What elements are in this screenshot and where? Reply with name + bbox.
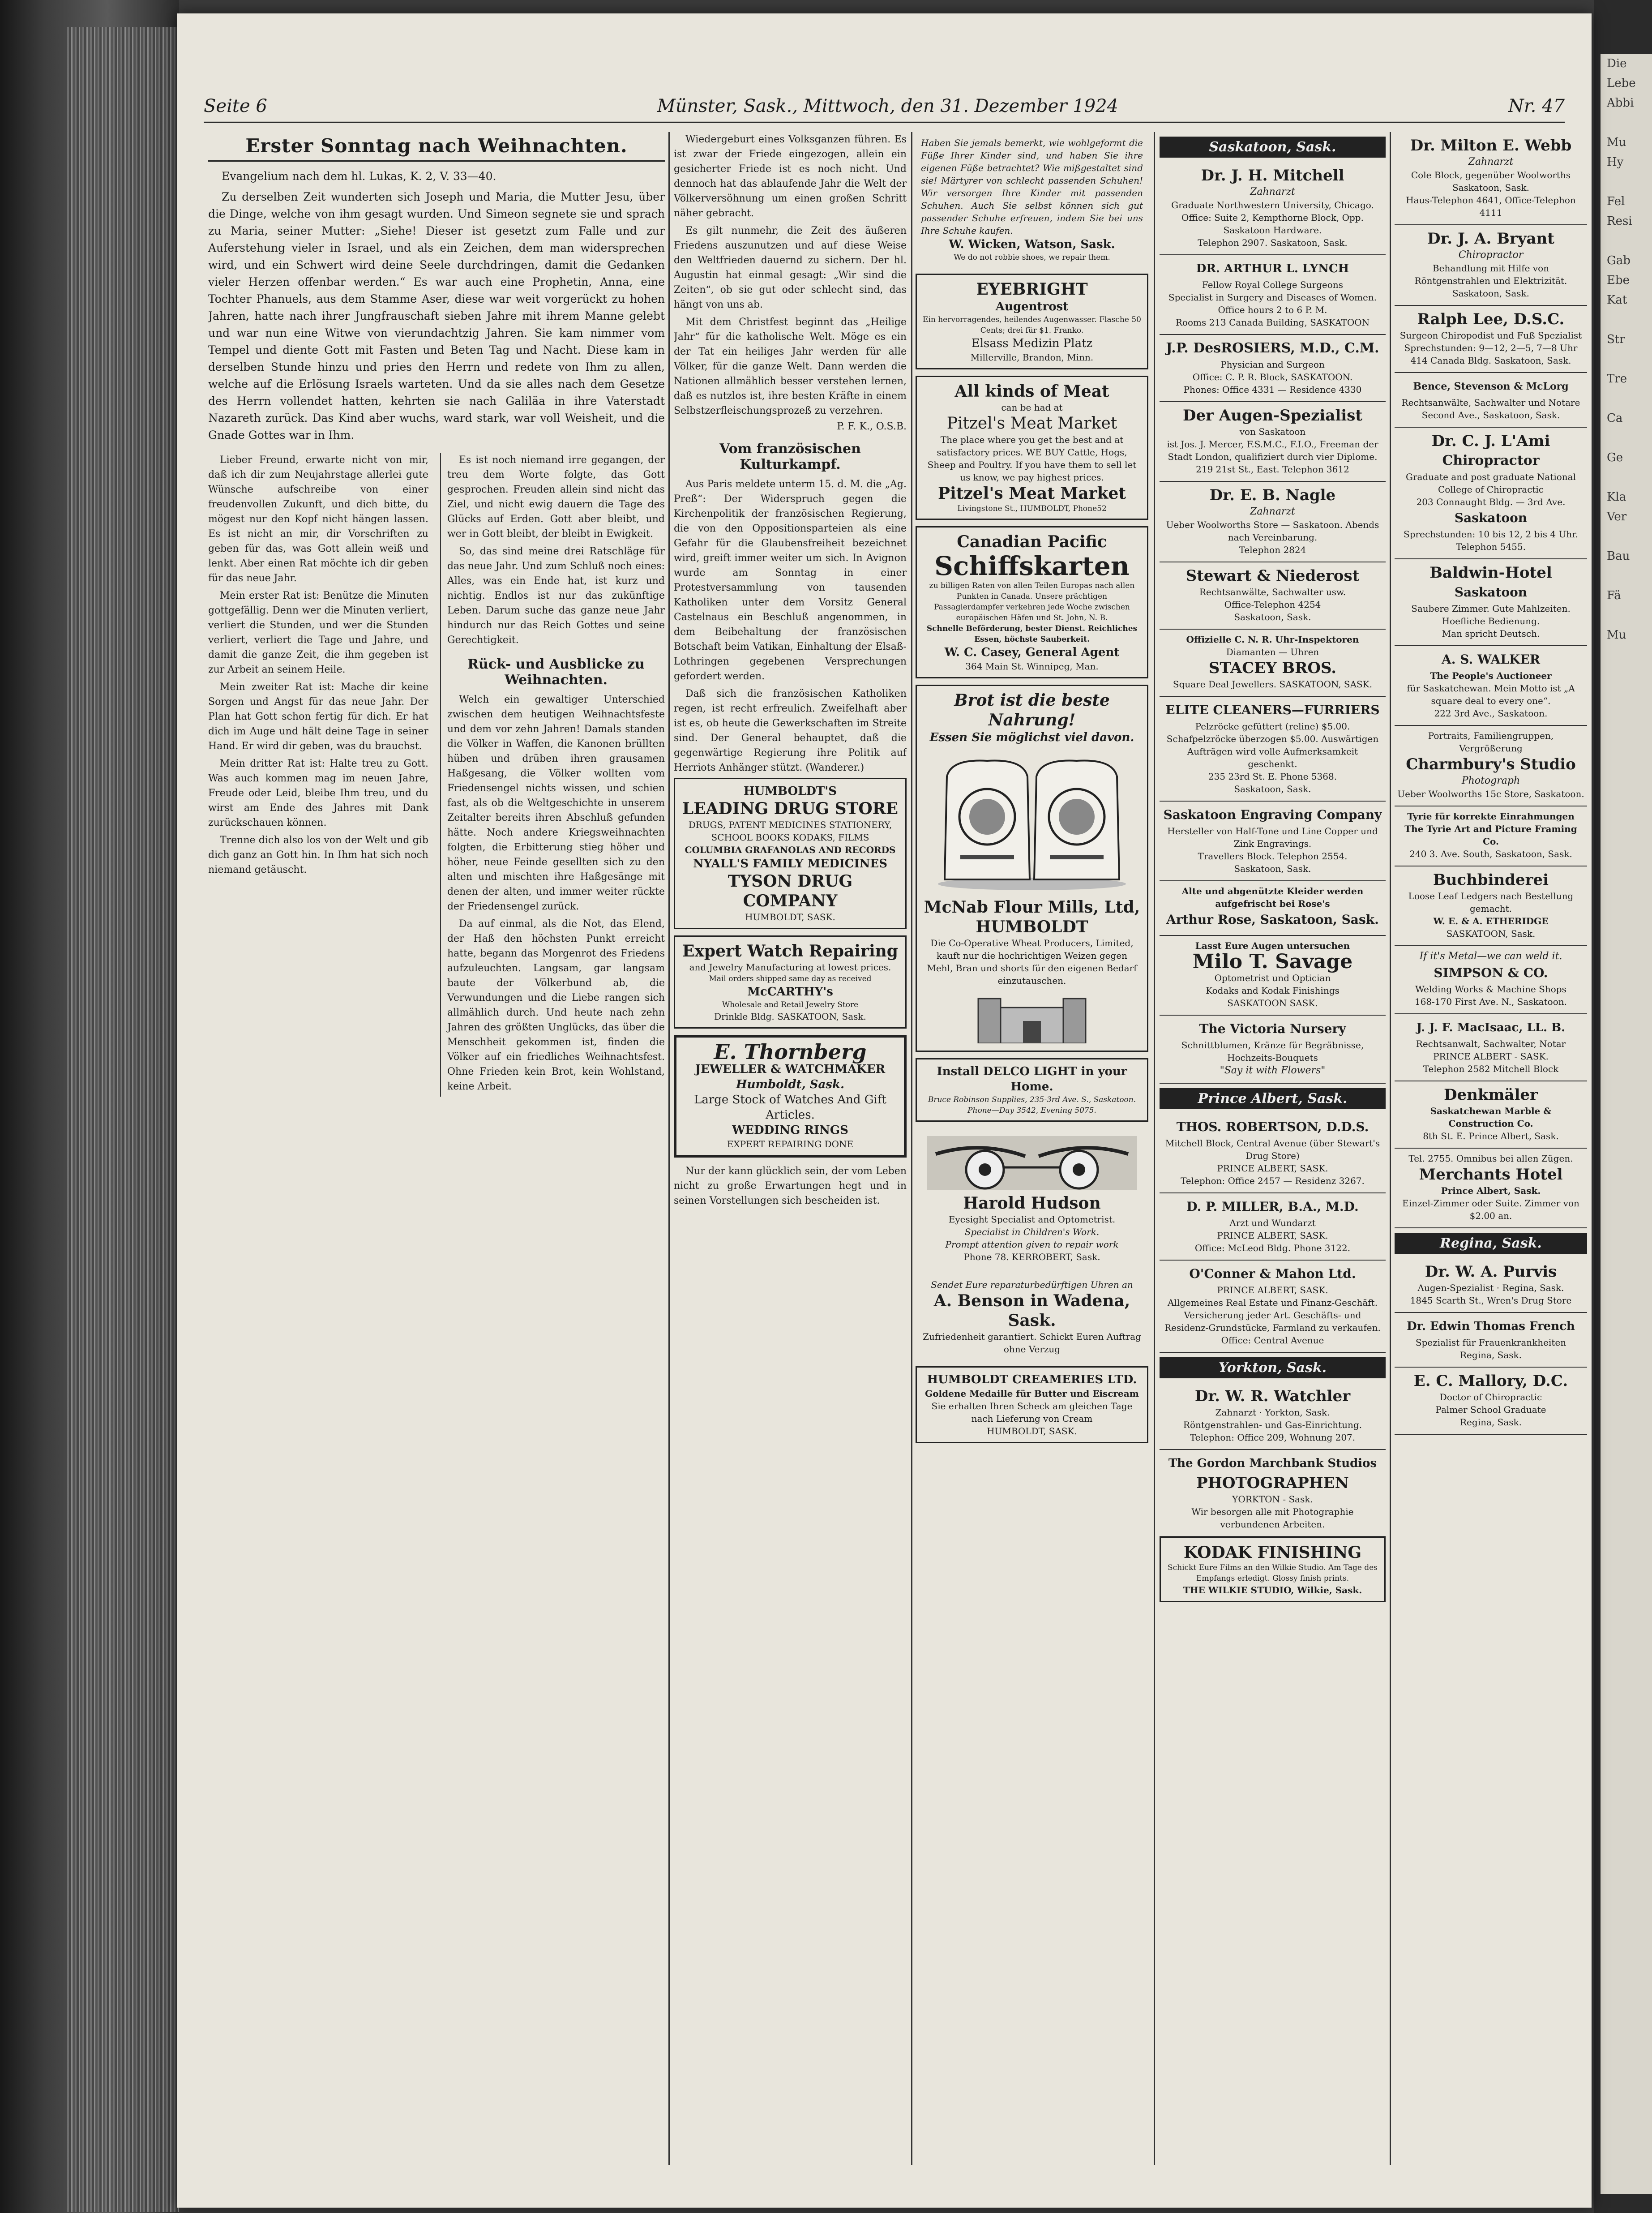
adjacent-page-fragment: Hy [1607, 155, 1624, 169]
newspaper-page [177, 13, 1592, 2208]
adjacent-page-fragment: Mu [1607, 628, 1626, 642]
listing-victoria-nursery: The Victoria Nursery Schnittblumen, Kränze für Begräbnisse, Hochzeits-Bouquets "Say it with Flowers" [1160, 1016, 1386, 1084]
adjacent-page [1601, 54, 1652, 2194]
adjacent-page-fragment [1601, 467, 1652, 487]
adjacent-page-fragment: Abbi [1607, 96, 1634, 110]
listing-marchbank: The Gordon Marchbank Studios PHOTOGRAPHEN YORKTON - Sask. Wir besorgen alle mit Photographie verbundenen Arbeiten. [1160, 1450, 1386, 1537]
article-title: Vom französischen Kulturkampf. [719, 441, 861, 472]
article-paragraph: Aus Paris meldete unterm 15. d. M. die „Ag. Preß“: Der Widerspruch gegen die Kirchenpolitik der französischen Regierung, die von den Oppositionsparteien als eine Gefahr für die Glaubensfreiheit bezeichnet wird, greift immer weiter um sich. In Avignon wurde am Sonntag in einer Protestversammlung von tausenden Katholiken unter dem Vorsitz General Castelnaus ein Beschluß angenommen, in dem Beibehaltung der französischen Botschaft beim Vatikan, Einhaltung der Elsaß-Lothringen gegebenen Versprechungen gefordert werden. [674, 479, 907, 682]
listing-desrosiers: J.P. DesROSIERS, M.D., C.M. Physician and Surgeon Office: C. P. R. Block, SASKATOON. Phones: Office 4331 — Residence 4330 [1160, 335, 1386, 402]
adjacent-page-fragment [1601, 113, 1652, 133]
city-header: Regina, Sask. [1395, 1233, 1587, 1254]
article-paragraph: Mit dem Christfest beginnt das „Heilige Jahr“ für die katholische Welt. Möge es ein der Tat ein heiliges Jahr werden für alle Völker, für die ganze Welt. Dann werden die Nationen allmählich besser verstehen lernen, daß es nutzlos ist, ihre besten Kräfte in einem Selbstzerfleischungsprozeß zu verzehren. [674, 317, 907, 416]
adjacent-page-fragment [1601, 527, 1652, 546]
listing-walker: A. S. WALKER The People's Auctioneer für Saskatchewan. Mein Motto ist „A square deal to every one“. 222 3rd Ave., Saskatoon. [1395, 646, 1587, 726]
article-paragraph: Welch ein gewaltiger Unterschied zwischen dem heutigen Weihnachtsfeste und dem vor zehn Jahren! Damals standen die Völker in Waffen, die Kanonen brüllten hüben und drüben ihren grausamen Haßgesang, die Völker wollten vom Friedensengel nichts wissen, und schien fast, als ob die Weltgeschichte in unserem Zeitalter bereits ihren Abschluß gefunden hätte. Noch andere Kriegsweihnachten folgten, die Erbitterung stieg höher und höher, neue Feinde gesellten sich zu den alten und mischten ihre Haßgesänge mit denen der alten, und immer weiter rückte der Friedensengel zurück. [447, 694, 665, 912]
article-paragraph: Es gilt nunmehr, die Zeit des äußeren Friedens auszunutzen und auf diese Weise den Weltfrieden dauernd zu sichern. Der hl. Augustin hat einmal gesagt: „Wir sind die Zeiten“, ob sie gut oder schlecht sind, das hängt von uns ab. [674, 225, 907, 310]
adjacent-page-fragment [1601, 231, 1652, 251]
listing-denkmaeler: Denkmäler Saskatchewan Marble & Construction Co. 8th St. E. Prince Albert, Sask. [1395, 1081, 1587, 1149]
city-header: Prince Albert, Sask. [1160, 1088, 1386, 1109]
column-rule [1390, 132, 1391, 2165]
listing-mallory: E. C. Mallory, D.C. Doctor of Chiropractic Palmer School Graduate Regina, Sask. [1395, 1368, 1587, 1435]
adjacent-page-fragment: Ver [1607, 510, 1627, 523]
ad-eyebright: EYEBRIGHT Augentrost Ein hervorragendes, heilendes Augenwasser. Flasche 50 Cents; drei für $1. Franko. Elsass Medizin Platz Millerville, Brandon, Minn. [916, 274, 1148, 369]
adjacent-page-fragment: Kat [1607, 293, 1627, 307]
listing-mitchell: Dr. J. H. Mitchell Zahnarzt Graduate Northwestern University, Chicago. Office: Suite 2, Kempthorne Block, Opp. Saskatoon Hardware. Telephon 2907. Saskatoon, Sask. [1160, 162, 1386, 255]
sermon-title: Erster Sonntag nach Weihnachten. [208, 135, 665, 162]
flour-sacks-illustration [933, 750, 1130, 893]
ad-humboldt-creameries: HUMBOLDT CREAMERIES LTD. Goldene Medaille für Butter und Eiscream Sie erhalten Ihren Scheck am gleichen Tage nach Lieferung von Cream HUMBOLDT, SASK. [916, 1366, 1148, 1443]
adjacent-page-fragment [1601, 310, 1652, 330]
listing-merchants-hotel: Tel. 2755. Omnibus bei allen Zügen. Merchants Hotel Prince Albert, Sask. Einzel-Zimmer oder Suite. Zimmer von $2.00 an. [1395, 1149, 1587, 1228]
sermon-paragraph: Es ist noch niemand irre gegangen, der treu dem Worte folgte, das Gott gesprochen. Freuden allein sind nicht das Ziel, und nicht ewig dauern die Tage des Glücks auf Erden. Gott aber bleibt, und wer in Gott bleibt, der bleibt in Ewigkeit. [447, 455, 665, 540]
column-rule [911, 132, 912, 2165]
listing-french: Dr. Edwin Thomas French Spezialist für Frauenkrankheiten Regina, Sask. [1395, 1313, 1587, 1368]
sermon-paragraph: Mein zweiter Rat ist: Mache dir keine Sorgen und Angst für das neue Jahr. Der Plan hat Gott schon fertig für dich. Er hat dich im Auge und hält deine Tage in seiner Hand. Er wird dir geben, was du brauchst. [208, 682, 428, 752]
listing-ralph-lee: Ralph Lee, D.S.C. Surgeon Chiropodist und Fuß Spezialist Sprechstunden: 9—12, 2—5, 7—8 Uhr 414 Canada Bldg. Saskatoon, Sask. [1395, 306, 1587, 373]
listing-macisaac: J. J. F. MacIsaac, LL. B. Rechtsanwalt, Sachwalter, Notar PRINCE ALBERT - SASK. Telephon 2582 Mitchell Block [1395, 1014, 1587, 1081]
stacked-page-edges [67, 27, 179, 2212]
listing-nagle: Dr. E. B. Nagle Zahnarzt Ueber Woolworths Store — Saskatoon. Abends nach Vereinbarung. Telephon 2824 [1160, 482, 1386, 562]
ad-wicken-shoes: Haben Sie jemals bemerkt, wie wohlgeformt die Füße Ihrer Kinder sind, und haben Sie ihre eigenen Füße betrachtet? Wie mißgestaltet sind sie! Märtyrer von schlecht passenden Schuhen! Wir versorgen Ihre Kinder mit passenden Schuhen. Auch Sie selbst können sich gut passender Schuhe erfreuen, indem Sie bei uns Ihre Schuhe kaufen. W. Wicken, Watson, Sask. We do not robbie shoes, we repair them. [921, 137, 1143, 262]
column-directory-b [1395, 132, 1587, 2174]
column-sermon [208, 132, 665, 2174]
sermon-paragraph: Mein dritter Rat ist: Halte treu zu Gott. Was auch kommen mag im neuen Jahre, Freude oder Leid, bleibe Ihm treu, und du wirst am Ende des Jahres mit Dank zurückschauen können. [208, 758, 428, 828]
listing-watchler: Dr. W. R. Watchler Zahnarzt · Yorkton, Sask. Röntgenstrahlen- und Gas-Einrichtung. Telephon: Office 209, Wohnung 207. [1160, 1383, 1386, 1450]
column-directory-a [1160, 132, 1386, 2174]
listing-lami: Dr. C. J. L'Ami Chiropractor Graduate and post graduate National College of Chiropractic 203 Connaught Bldg. — 3rd Ave. Saskatoon Sprechstunden: 10 bis 12, 2 bis 4 Uhr. Telephon 5455. [1395, 428, 1587, 559]
adjacent-page-fragment: Tre [1607, 372, 1627, 386]
article-paragraph: Wiedergeburt eines Volksganzen führen. Es ist zwar der Friede eingezogen, allein ein gesicherter Friede ist es noch nicht. Und dennoch hat das ablaufende Jahr die Welt der Völkerversöhnung um einen großen Schritt näher gebracht. [674, 134, 907, 219]
adjacent-page-fragment: Ca [1607, 412, 1623, 425]
listing-savage: Lasst Eure Augen untersuchen Milo T. Savage Optometrist und Optician Kodaks and Kodak Finishings SASKATOON SASK. [1160, 936, 1386, 1016]
ad-canadian-pacific: Canadian Pacific Schiffskarten zu billigen Raten von allen Teilen Europas nach allen Punkten in Canada. Unsere prächtigen Passagierdampfer verkehren jede Woche zwischen europäischen Häfen und St. John, N. B. Schnelle Beförderung, bester Dienst. Reichliches Essen, höchste Sauberkeit. W. C. Casey, General Agent 364 Main St. Winnipeg, Man. [916, 526, 1148, 678]
column-rule [1154, 132, 1155, 2165]
dateline: Münster, Sask., Mittwoch, den 31. Dezember 1924 [657, 96, 1118, 116]
gospel-text: Zu derselben Zeit wunderten sich Joseph und Maria, die Mutter Jesu, über die Dinge, welche von ihm gesagt wurden. Und Simeon segnete sie und sprach zu Maria, seiner Mutter: „Siehe! Dieser ist gesetzt zum Falle und zur Auferstehung vieler in Israel, und als ein Zeichen, dem man widersprechen wird, und ein Schwert wird deine Seele durchdringen, damit die Gedanken vieler Herzen offenbar werden.“ Es war auch eine Prophetin, Anna, eine Tochter Phanuels, aus dem Stamme Aser, diese war weit vorgerückt zu hohen Jahren, hatte nach ihrer Jungfrauschaft sieben Jahre mit ihrem Manne gelebt und war nun eine Witwe von vierundachtzig Jahren. Sie kam nimmer vom Tempel und diente Gott mit Fasten und Beten Tag und Nacht. Diese kam in derselben Stunde hinzu und pries den Herrn und redete von Ihm zu allen, welche auf die Erlösung Israels warteten. Und da sie alles nach dem Gesetze des Herrn vollendet hatten, kehrten sie nach Galiläa in ihre Vaterstadt Nazareth zurück. Das Kind aber wuchs, ward stark, war voll Weisheit, und die Gnade Gottes war in Ihm. [208, 190, 665, 442]
adjacent-page-fragment: Ge [1607, 451, 1623, 464]
listing-elite-cleaners: ELITE CLEANERS—FURRIERS Pelzröcke gefüttert (reline) $5.00. Schafpelzröcke überzogen $5.00. Auswärtigen Aufträgen wird volle Aufmerksamkeit geschenkt. 235 23rd St. E. Phone 5368. Saskatoon, Sask. [1160, 697, 1386, 802]
listing-baldwin-hotel: Baldwin-Hotel Saskatoon Saubere Zimmer. Gute Mahlzeiten. Hoefliche Bedienung. Man spricht Deutsch. [1395, 559, 1587, 646]
city-header: Saskatoon, Sask. [1160, 137, 1386, 158]
listing-bryant: Dr. J. A. Bryant Chiropractor Behandlung mit Hilfe von Röntgenstrahlen und Elektrizität. Saskatoon, Sask. [1395, 225, 1587, 306]
listing-stewart: Stewart & Niederost Rechtsanwälte, Sachwalter usw. Office-Telephon 4254 Saskatoon, Sask. [1160, 562, 1386, 630]
adjacent-page-fragment: Lebe [1607, 77, 1636, 90]
adjacent-page-fragment: Kla [1607, 490, 1626, 504]
page-header [204, 85, 1565, 123]
adjacent-page-fragment: Ebe [1607, 274, 1630, 287]
adjacent-page-fragment [1601, 389, 1652, 408]
listing-arthur-rose: Alte und abgenützte Kleider werden aufgefrischt bei Rose's Arthur Rose, Saskatoon, Sask. [1160, 881, 1386, 936]
ad-harold-hudson: Harold Hudson Eyesight Specialist and Optometrist. Specialist in Children's Work. Prompt attention given to repair work Phone 78. KERROBERT, Sask. [916, 1128, 1148, 1268]
listing-buchbinderei: Buchbinderei Loose Leaf Ledgers nach Bestellung gemacht. W. E. & A. ETHERIDGE SASKATOON, Sask. [1395, 866, 1587, 946]
listing-webb: Dr. Milton E. Webb Zahnarzt Cole Block, gegenüber Woolworths Saskatoon, Sask. Haus-Telephon 4641, Office-Telephon 4111 [1395, 132, 1587, 225]
listing-charmbury: Portraits, Familiengruppen, Vergrößerung Charmbury's Studio Photograph Ueber Woolworths 15c Store, Saskatoon. [1395, 726, 1587, 806]
ad-kodak-finishing: KODAK FINISHING Schickt Eure Films an den Wilkie Studio. Am Tage des Empfangs erledigt. Glossy finish prints. THE WILKIE STUDIO, Wilkie, Sask. [1160, 1537, 1386, 1602]
ad-benson-wadena: Sendet Eure reparaturbedürftigen Uhren an A. Benson in Wadena, Sask. Zufriedenheit garantiert. Schickt Euren Auftrag ohne Verzug [923, 1279, 1141, 1355]
article-paragraph: Da auf einmal, als die Not, das Elend, der Haß den höchsten Punkt erreicht hatte, begann das Morgenrot des Friedens aufzuleuchten. Langsam, gar langsam baute der Völkerbund ab, die Verwundungen und die Liebe rangen sich allmählich durch. Und heute nach zehn Jahren des größten Unglücks, das über die Menschheit gekommen ist, finden die Völker auf ein friedliches Weihnachtsfest. Ohne Frieden kein Brot, kein Wohlstand, keine Arbeit. [447, 918, 665, 1092]
listing-stacey-bros: Offizielle C. N. R. Uhr-Inspektoren Diamanten — Uhren STACEY BROS. Square Deal Jewellers. SASKATOON, SASK. [1160, 630, 1386, 697]
listing-engraving: Saskatoon Engraving Company Hersteller von Half-Tone und Line Copper und Zink Engravings. Travellers Block. Telephon 2554. Saskatoon, Sask. [1160, 802, 1386, 881]
eyeglasses-illustration [927, 1136, 1137, 1190]
ad-pitzel-meat: All kinds of Meat can be had at Pitzel's Meat Market The place where you get the best and at satisfactory prices. WE BUY Cattle, Hogs, Sheep and Poultry. If you have them to sell let us know, we pay highest prices. Pitzel's Meat Market Livingstone St., HUMBOLDT, Phone52 [916, 376, 1148, 520]
listing-bence: Bence, Stevenson & McLorg Rechtsanwälte, Sachwalter und Notare Second Ave., Saskatoon, Sask. [1395, 373, 1587, 428]
city-header: Yorkton, Sask. [1160, 1357, 1386, 1378]
column-ads-a [916, 132, 1148, 2174]
adjacent-page-fragment: Die [1607, 57, 1627, 70]
adjacent-page-fragment [1601, 349, 1652, 369]
ad-mcnab-flour: Brot ist die beste Nahrung! Essen Sie möglichst viel davon. McNab Flour Mills, Ltd, HUMBOLDT Die Co-Operative Wheat Producers, Limited, kauft nur die hochrichtigen Weizen gegen Mehl, Bran und shorts für den eigenen Bedarf einzutauschen. [916, 685, 1148, 1052]
ad-thornberg-jeweller: E. Thornberg JEWELLER & WATCHMAKER Humboldt, Sask. Large Stock of Watches And Gift Articles. WEDDING RINGS EXPERT REPAIRING DONE [674, 1035, 907, 1158]
sermon-paragraph: So, das sind meine drei Ratschläge für das neue Jahr. Und zum Schluß noch eines: Alles, was ein Ende hat, ist kurz und nichtig. Endlos ist nur das zukünftige Leben. Darum suche das ganze neue Jahr hindurch nur das Reich Gottes und seine Gerechtigkeit. [447, 546, 665, 646]
listing-oconner-mahon: O'Conner & Mahon Ltd. PRINCE ALBERT, SASK. Allgemeines Real Estate und Finanz-Geschäft. Versicherung jeder Art. Geschäfts- und Residenz-Grundstücke, Farmland zu verkaufen. Office: Central Avenue [1160, 1261, 1386, 1353]
listing-augen-spezialist: Der Augen-Spezialist von Saskatoon ist Jos. J. Mercer, F.S.M.C., F.I.O., Freeman der Stadt London, qualifiziert durch vier Diplome. 219 21st St., East. Telephon 3612 [1160, 402, 1386, 482]
castle-illustration [933, 990, 1130, 1043]
ad-drug-store: HUMBOLDT'S LEADING DRUG STORE DRUGS, PATENT MEDICINES STATIONERY, SCHOOL BOOKS KODAKS, FILMS COLUMBIA GRAFANOLAS AND RECORDS NYALL'S FAMILY MEDICINES TYSON DRUG COMPANY HUMBOLDT, SASK. [674, 778, 907, 929]
adjacent-page-fragment [1601, 428, 1652, 448]
issue-number: Nr. 47 [1508, 96, 1565, 116]
sermon-paragraph: Trenne dich also los von der Welt und gib dich ganz an Gott hin. In Ihm hat sich noch niemand getäuscht. [208, 835, 428, 875]
page-number: Seite 6 [204, 96, 267, 116]
ad-watch-repair: Expert Watch Repairing and Jewelry Manufacturing at lowest prices. Mail orders shipped same day as received McCARTHY's Wholesale and Retail Jewelry Store Drinkle Bldg. SASKATOON, Sask. [674, 935, 907, 1029]
adjacent-page-fragment: Mu [1607, 136, 1626, 149]
column-articles [674, 132, 907, 2174]
column-rule [668, 132, 670, 2165]
listing-simpson: If it's Metal—we can weld it. SIMPSON & CO. Welding Works & Machine Shops 168-170 First Ave. N., Saskatoon. [1395, 946, 1587, 1014]
listing-lynch: DR. ARTHUR L. LYNCH Fellow Royal College Surgeons Specialist in Surgery and Diseases of Women. Office hours 2 to 6 P. M. Rooms 213 Canada Building, SASKATOON [1160, 255, 1386, 335]
adjacent-page-fragment [1601, 172, 1652, 192]
adjacent-page-fragment: Bau [1607, 549, 1630, 563]
article-paragraph: Nur der kann glücklich sein, der vom Leben nicht zu große Erwartungen hegt und in seinen Vorstellungen sich bescheiden ist. [674, 1166, 907, 1206]
ad-delco-light: Install DELCO LIGHT in your Home. Bruce Robinson Supplies, 235-3rd Ave. S., Saskatoon. Phone—Day 3542, Evening 5075. [916, 1058, 1148, 1122]
adjacent-page-fragment: Str [1607, 333, 1625, 346]
article-signature: P. F. K., O.S.B. [837, 421, 907, 432]
article-title: Rück- und Ausblicke zu Weihnachten. [467, 656, 645, 688]
sermon-paragraph: Lieber Freund, erwarte nicht von mir, daß ich dir zum Neujahrstage allerlei gute Wünsche aufschreibe von einer freudenvollen Zukunft, und dich bitte, du mögest nur den Kopf nicht hängen lassen. Es ist nicht an mir, dir Vorschriften zu geben für das, was Gott allein weiß und lenkt. Aber einen Rat möchte ich dir geben für das neue Jahr. [208, 455, 428, 584]
adjacent-page-fragment: Fä [1607, 589, 1621, 602]
gospel-reference: Evangelium nach dem hl. Lukas, K. 2, V. 33—40. [222, 170, 496, 183]
adjacent-page-fragment [1601, 566, 1652, 586]
listing-tyrie: Tyrie für korrekte Einrahmungen The Tyrie Art and Picture Framing Co. 240 3. Ave. South, Saskatoon, Sask. [1395, 806, 1587, 866]
adjacent-page-fragment: Resi [1607, 214, 1632, 228]
listing-robertson: THOS. ROBERTSON, D.D.S. Mitchell Block, Central Avenue (über Stewart's Drug Store) PRINCE ALBERT, SASK. Telephon: Office 2457 — Residenz 3267. [1160, 1114, 1386, 1193]
listing-purvis: Dr. W. A. Purvis Augen-Spezialist · Regina, Sask. 1845 Scarth St., Wren's Drug Store [1395, 1258, 1587, 1313]
sermon-paragraph: Mein erster Rat ist: Benütze die Minuten gottgefällig. Denn wer die Minuten verliert, verliert die Stunden, und wer die Stunden verliert, verliert die Tage und Jahre, und damit die ganze Zeit, die ihm gegeben ist zur Arbeit an seinem Heile. [208, 590, 428, 675]
article-paragraph: Daß sich die französischen Katholiken regen, ist recht erfreulich. Zweifelhaft aber ist es, ob heute die Gewerkschaften im Streite sind. Der General behauptet, daß die gegenwärtige Regierung ihre Politik auf Herriots Anhänger stützt. (Wanderer.) [674, 688, 907, 773]
adjacent-page-fragment [1601, 605, 1652, 625]
adjacent-page-fragment: Fel [1607, 195, 1625, 208]
listing-miller: D. P. MILLER, B.A., M.D. Arzt und Wundarzt PRINCE ALBERT, SASK. Office: McLeod Bldg. Phone 3122. [1160, 1193, 1386, 1261]
adjacent-page-fragment: Gab [1607, 254, 1631, 267]
